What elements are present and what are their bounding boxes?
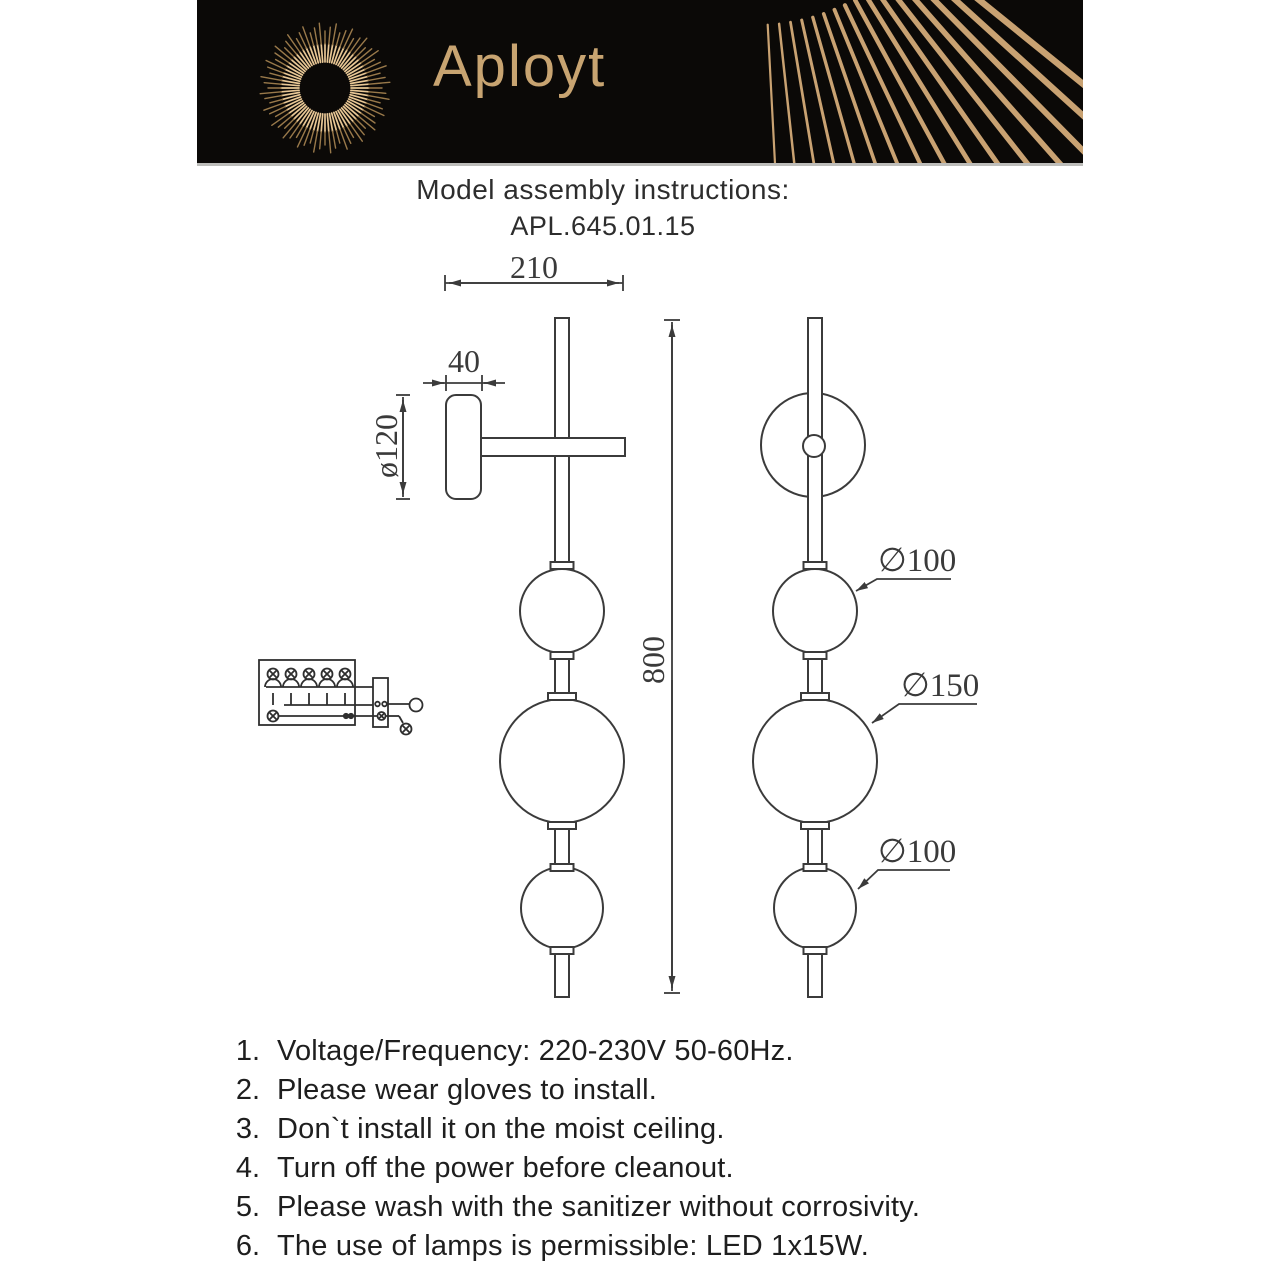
dim-label-plate-diameter: ø120 bbox=[368, 414, 404, 478]
lamp-side-view bbox=[446, 318, 625, 997]
list-item bbox=[222, 1110, 920, 1149]
list-item-number: 4. bbox=[235, 1152, 260, 1184]
brand-name: Aployt bbox=[433, 34, 607, 99]
list-item-text: Voltage/Frequency: 220-230V 50-60Hz. bbox=[277, 1035, 794, 1067]
list-item-text: The use of lamps is permissible: LED 1x15W. bbox=[277, 1230, 870, 1262]
dimension-lines bbox=[396, 275, 980, 993]
dim-label-800: 800 bbox=[635, 636, 671, 684]
dim-label-middle-sphere: ∅150 bbox=[901, 668, 980, 704]
list-item-number: 5. bbox=[235, 1191, 260, 1223]
list-item bbox=[222, 1149, 920, 1188]
page-title: Model assembly instructions: bbox=[416, 174, 790, 205]
list-item-number: 1. bbox=[235, 1035, 260, 1067]
dim-label-40: 40 bbox=[448, 343, 480, 379]
instruction-list bbox=[222, 1032, 920, 1266]
list-item-text: Please wear gloves to install. bbox=[277, 1074, 657, 1106]
list-item-text: Turn off the power before cleanout. bbox=[277, 1152, 734, 1184]
list-item-text: Please wash with the sanitizer without corrosivity. bbox=[277, 1191, 921, 1223]
dim-label-bottom-sphere: ∅100 bbox=[878, 834, 957, 870]
list-item bbox=[222, 1188, 920, 1227]
lamp-front-view bbox=[753, 318, 877, 997]
dim-label-top-sphere: ∅100 bbox=[878, 543, 957, 579]
list-item bbox=[222, 1227, 920, 1266]
model-number: APL.645.01.15 bbox=[510, 211, 696, 241]
list-item-number: 6. bbox=[235, 1230, 260, 1262]
list-item-text: Don`t install it on the moist ceiling. bbox=[277, 1113, 725, 1145]
wiring-diagram bbox=[259, 660, 423, 735]
list-item bbox=[222, 1071, 920, 1110]
list-item-number: 3. bbox=[235, 1113, 260, 1145]
dim-label-210: 210 bbox=[510, 249, 558, 285]
list-item bbox=[222, 1032, 920, 1071]
list-item-number: 2. bbox=[235, 1074, 260, 1106]
